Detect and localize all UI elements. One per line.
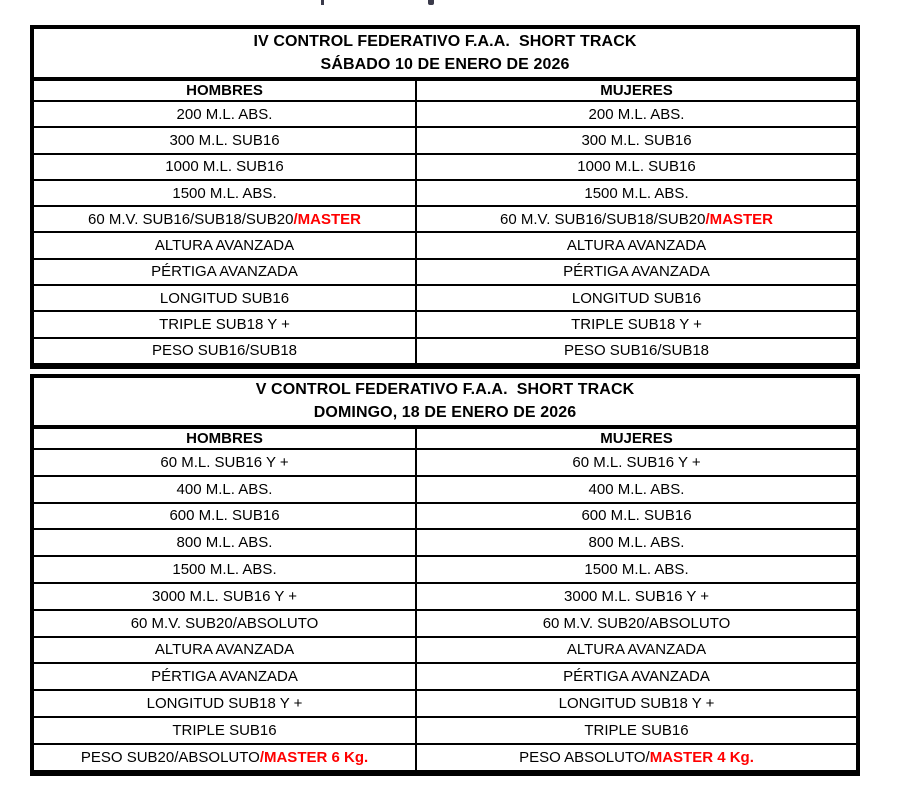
table-row	[34, 450, 856, 475]
event-cell-hombres	[34, 638, 417, 663]
table-row	[34, 502, 856, 529]
event-cell-mujeres	[417, 181, 856, 205]
event-cell-mujeres	[417, 638, 856, 663]
event-cell-mujeres	[417, 312, 856, 336]
event-cell-hombres	[34, 181, 417, 205]
event-text: 300 M.L. SUB16	[169, 131, 280, 149]
event-cell-hombres	[34, 155, 417, 179]
event-text: ALTURA AVANZADA	[566, 237, 707, 255]
event-text: PESO SUB16/SUB18	[563, 342, 710, 360]
event-cell-hombres	[34, 102, 417, 126]
event-cell-mujeres	[417, 450, 856, 475]
table-title-block	[34, 378, 856, 429]
event-cell-hombres	[34, 233, 417, 257]
event-text: PÉRTIGA AVANZADA	[151, 263, 298, 281]
event-cell-mujeres	[417, 584, 856, 609]
event-cell-hombres	[34, 611, 417, 636]
event-cell-mujeres	[417, 504, 856, 529]
column-header-hombres: HOMBRES	[34, 81, 417, 100]
event-text: PESO ABSOLUTO/	[519, 748, 650, 766]
table-row	[34, 337, 856, 363]
event-cell-hombres	[34, 207, 417, 231]
table-row	[34, 555, 856, 582]
event-cell-mujeres	[417, 718, 856, 743]
event-text: PÉRTIGA AVANZADA	[563, 263, 710, 281]
event-text: 400 M.L. ABS.	[176, 480, 273, 498]
column-header-mujeres: MUJERES	[600, 430, 673, 447]
master-highlight-text: /MASTER	[293, 210, 361, 228]
table-row	[34, 153, 856, 179]
table-date-line: DOMINGO, 18 DE ENERO DE 2026	[313, 404, 577, 421]
event-cell-hombres	[34, 557, 417, 582]
event-cell-hombres	[34, 286, 417, 310]
table-row	[34, 102, 856, 126]
master-highlight-text: /MASTER 6 Kg.	[259, 748, 369, 766]
event-cell-hombres	[34, 312, 417, 336]
event-cell-mujeres	[417, 128, 856, 152]
event-text: LONGITUD SUB18 Y +	[558, 695, 715, 713]
event-cell-hombres	[34, 477, 417, 502]
event-cell-mujeres	[417, 260, 856, 284]
event-text: 1500 M.L. ABS.	[172, 184, 277, 202]
event-text: 1000 M.L. SUB16	[577, 158, 696, 176]
column-header-hombres: HOMBRES	[34, 429, 417, 448]
event-text: LONGITUD SUB18 Y +	[146, 695, 303, 713]
column-header-row	[34, 81, 856, 102]
event-text: TRIPLE SUB18 Y +	[159, 316, 290, 334]
event-text: 3000 M.L. SUB16 Y +	[152, 587, 297, 605]
event-text: 60 M.V. SUB20/ABSOLUTO	[542, 614, 731, 632]
event-cell-mujeres	[417, 102, 856, 126]
event-cell-mujeres	[417, 155, 856, 179]
event-cell-mujeres	[417, 286, 856, 310]
event-cell-hombres	[34, 450, 417, 475]
event-cell-hombres	[34, 745, 417, 770]
column-header-row	[34, 429, 856, 450]
table-row	[34, 716, 856, 743]
event-text: 60 M.V. SUB20/ABSOLUTO	[130, 614, 319, 632]
table-row	[34, 231, 856, 257]
event-cell-mujeres	[417, 691, 856, 716]
event-cell-mujeres	[417, 207, 856, 231]
event-cell-mujeres	[417, 557, 856, 582]
event-text: TRIPLE SUB16	[584, 721, 689, 739]
event-rows	[34, 102, 856, 363]
event-cell-hombres	[34, 504, 417, 529]
event-text: 200 M.L. ABS.	[176, 105, 273, 123]
event-text: 800 M.L. ABS.	[588, 534, 685, 552]
event-rows	[34, 450, 856, 770]
event-text: PESO SUB20/ABSOLUTO	[80, 748, 260, 766]
clipped-glyph-mark	[428, 0, 434, 5]
table-row	[34, 310, 856, 336]
event-text: TRIPLE SUB16	[172, 721, 277, 739]
event-text: 60 M.L. SUB16 Y +	[160, 453, 289, 471]
table-title-line1: IV CONTROL FEDERATIVO F.A.A. SHORT TRACK	[253, 32, 637, 50]
event-cell-mujeres	[417, 745, 856, 770]
event-cell-mujeres	[417, 477, 856, 502]
clipped-glyph-mark	[321, 0, 324, 5]
event-text: 60 M.L. SUB16 Y +	[572, 453, 701, 471]
table-row	[34, 179, 856, 205]
table-date-line: SÁBADO 10 DE ENERO DE 2026	[320, 55, 570, 73]
event-text: ALTURA AVANZADA	[154, 641, 295, 659]
event-text: ALTURA AVANZADA	[154, 237, 295, 255]
event-text: 1500 M.L. ABS.	[172, 561, 277, 579]
clipped-text-fragment	[0, 0, 917, 6]
event-text: PESO SUB16/SUB18	[151, 342, 298, 360]
event-text: 400 M.L. ABS.	[588, 480, 685, 498]
table-row	[34, 636, 856, 663]
schedule-table-iv-control	[30, 25, 860, 369]
schedule-table-v-control	[30, 374, 860, 776]
event-cell-hombres	[34, 339, 417, 363]
table-row	[34, 284, 856, 310]
event-cell-mujeres	[417, 233, 856, 257]
event-cell-hombres	[34, 128, 417, 152]
event-text: 1000 M.L. SUB16	[165, 158, 284, 176]
event-text: 600 M.L. SUB16	[169, 507, 280, 525]
table-row	[34, 258, 856, 284]
event-text: LONGITUD SUB16	[159, 289, 290, 307]
event-text: 1500 M.L. ABS.	[584, 561, 689, 579]
table-row	[34, 582, 856, 609]
event-cell-hombres	[34, 718, 417, 743]
event-cell-hombres	[34, 530, 417, 555]
table-row	[34, 609, 856, 636]
event-cell-mujeres	[417, 664, 856, 689]
table-title-line1: V CONTROL FEDERATIVO F.A.A. SHORT TRACK	[255, 381, 635, 398]
event-cell-hombres	[34, 584, 417, 609]
column-header-mujeres: MUJERES	[600, 82, 673, 99]
master-highlight-text: MASTER 4 Kg.	[649, 748, 754, 766]
table-row	[34, 475, 856, 502]
event-cell-mujeres	[417, 530, 856, 555]
table-title-block	[34, 29, 856, 81]
event-cell-hombres	[34, 691, 417, 716]
event-text: 3000 M.L. SUB16 Y +	[564, 587, 709, 605]
event-text: 200 M.L. ABS.	[588, 105, 685, 123]
event-cell-mujeres	[417, 339, 856, 363]
event-text: PÉRTIGA AVANZADA	[563, 668, 710, 686]
event-text: 600 M.L. SUB16	[581, 507, 692, 525]
table-row	[34, 662, 856, 689]
table-row	[34, 126, 856, 152]
table-row	[34, 743, 856, 770]
event-text: PÉRTIGA AVANZADA	[151, 668, 298, 686]
event-text: LONGITUD SUB16	[571, 289, 702, 307]
event-text: 800 M.L. ABS.	[176, 534, 273, 552]
master-highlight-text: /MASTER	[705, 210, 773, 228]
event-text: 60 M.V. SUB16/SUB18/SUB20	[500, 210, 706, 228]
event-text: ALTURA AVANZADA	[566, 641, 707, 659]
event-cell-hombres	[34, 260, 417, 284]
table-row	[34, 689, 856, 716]
event-text: TRIPLE SUB18 Y +	[571, 316, 702, 334]
event-text: 300 M.L. SUB16	[581, 131, 692, 149]
event-cell-mujeres	[417, 611, 856, 636]
table-row	[34, 205, 856, 231]
event-text: 1500 M.L. ABS.	[584, 184, 689, 202]
event-text: 60 M.V. SUB16/SUB18/SUB20	[88, 210, 294, 228]
table-row	[34, 528, 856, 555]
event-cell-hombres	[34, 664, 417, 689]
